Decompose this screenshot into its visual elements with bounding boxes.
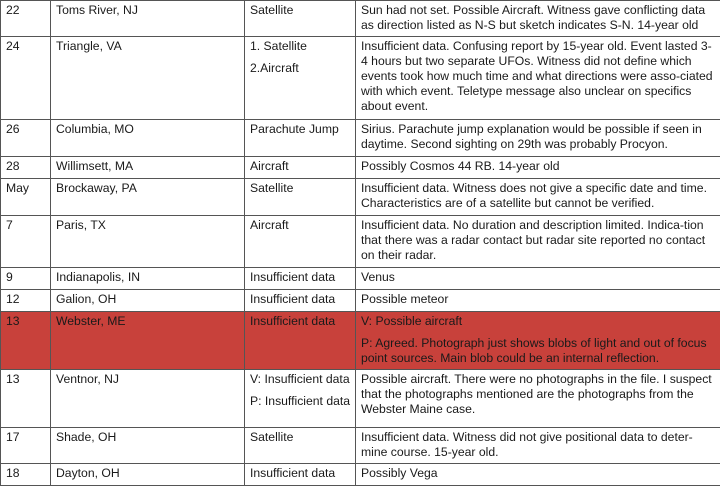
location-cell: Shade, OH [51, 428, 245, 464]
table-row [1, 1, 720, 37]
evaluation-line: 2.Aircraft [250, 61, 351, 76]
evaluation-cell: Insufficient data [245, 290, 356, 312]
location-cell: Indianapolis, IN [51, 268, 245, 290]
evaluation-cell: Satellite [245, 428, 356, 464]
comments-cell: Sun had not set. Possible Aircraft. Witness gave conflicting data as direction listed as N-S but sketch indicates S-N. 14-year old [356, 1, 720, 37]
comment-line: V: Possible aircraft [361, 314, 716, 329]
evaluation-cell: Satellite [245, 179, 356, 216]
table-row [1, 370, 720, 428]
evaluation-cell: Aircraft [245, 216, 356, 268]
comments-cell: Sirius. Parachute jump explanation would be possible if seen in daytime. Second sighting on 29th was probably Procyon. [356, 120, 720, 157]
comments-cell: Insufficient data. Confusing report by 15-year old. Event lasted 3-4 hours but two separate UFOs. Witness did not define which events took how much time and what directions were asso-ciated with which event. Teletype message also unclear on specifics about event. [356, 37, 720, 120]
table-row [1, 120, 720, 157]
comments-cell [356, 312, 720, 370]
date-cell: 18 [1, 464, 51, 486]
evaluation-line: P: Insufficient data [250, 394, 351, 409]
table-row [1, 290, 720, 312]
evaluation-cell: Satellite [245, 1, 356, 37]
comments-cell: Possible meteor [356, 290, 720, 312]
comments-cell: Venus [356, 268, 720, 290]
location-cell: Brockaway, PA [51, 179, 245, 216]
comment-line: P: Agreed. Photograph just shows blobs of light and out of focus point sources. Main blob could be an internal reflection. [361, 336, 716, 366]
evaluation-line: 1. Satellite [250, 39, 351, 54]
date-cell: 12 [1, 290, 51, 312]
date-cell: 13 [1, 370, 51, 428]
date-cell: 28 [1, 157, 51, 179]
location-cell: Columbia, MO [51, 120, 245, 157]
evaluation-cell: Parachute Jump [245, 120, 356, 157]
date-cell: 17 [1, 428, 51, 464]
location-cell: Webster, ME [51, 312, 245, 370]
table-row [1, 428, 720, 464]
table-row [1, 464, 720, 486]
location-cell: Dayton, OH [51, 464, 245, 486]
table-row [1, 179, 720, 216]
location-cell: Ventnor, NJ [51, 370, 245, 428]
location-cell: Paris, TX [51, 216, 245, 268]
date-cell: 7 [1, 216, 51, 268]
table-row [1, 268, 720, 290]
evaluation-cell [245, 37, 356, 120]
date-cell: 26 [1, 120, 51, 157]
date-cell: May [1, 179, 51, 216]
location-cell: Triangle, VA [51, 37, 245, 120]
location-cell: Galion, OH [51, 290, 245, 312]
comments-cell: Possibly Vega [356, 464, 720, 486]
comments-cell: Insufficient data. Witness did not give positional data to deter-mine course. 15-year old. [356, 428, 720, 464]
location-cell: Toms River, NJ [51, 1, 245, 37]
date-cell: 24 [1, 37, 51, 120]
comments-cell: Possible aircraft. There were no photographs in the file. I suspect that the photographs mentioned are the photographs from the Webster Maine case. [356, 370, 720, 428]
table-row [1, 216, 720, 268]
evaluation-cell: Insufficient data [245, 312, 356, 370]
date-cell: 9 [1, 268, 51, 290]
location-cell: Willimsett, MA [51, 157, 245, 179]
table-row [1, 37, 720, 120]
evaluation-line: V: Insufficient data [250, 372, 351, 387]
table-row [1, 157, 720, 179]
evaluation-cell: Insufficient data [245, 464, 356, 486]
comments-cell: Possibly Cosmos 44 RB. 14-year old [356, 157, 720, 179]
comments-cell: Insufficient data. Witness does not give a specific date and time. Characteristics are of a satellite but cannot be verified. [356, 179, 720, 216]
evaluation-cell: Aircraft [245, 157, 356, 179]
date-cell: 13 [1, 312, 51, 370]
comments-cell: Insufficient data. No duration and description limited. Indica-tion that there was a radar contact but radar site reported no contact on their radar. [356, 216, 720, 268]
evaluation-cell: Insufficient data [245, 268, 356, 290]
date-cell: 22 [1, 1, 51, 37]
highlighted-table-row [1, 312, 720, 370]
evaluation-cell [245, 370, 356, 428]
